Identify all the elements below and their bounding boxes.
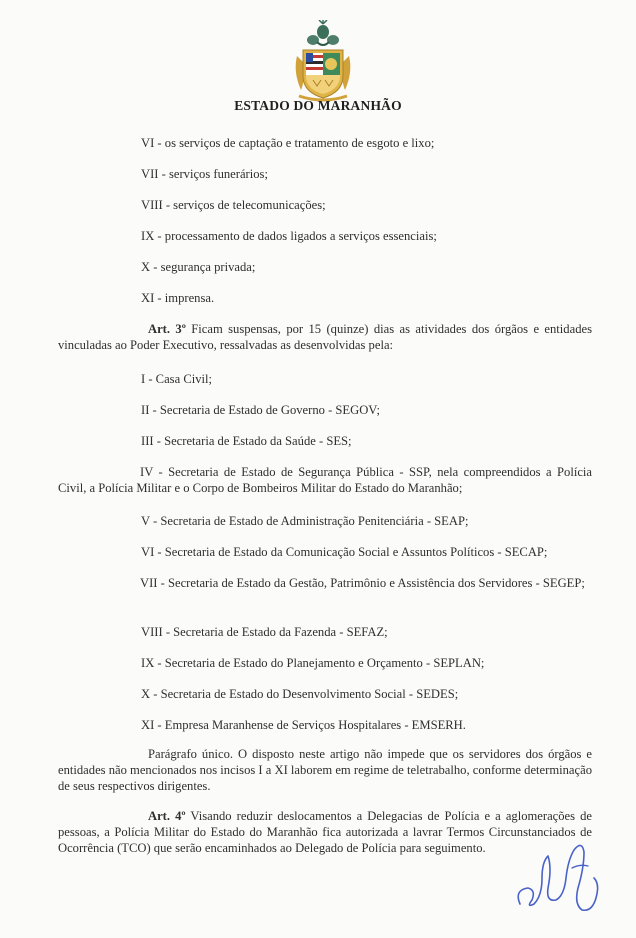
list-item: II - Secretaria de Estado de Governo - SEGOV; — [141, 403, 380, 417]
list-item-text: IV - Secretaria de Estado de Segurança Pública - SSP, nela compreendidos a Polícia Civil, a Polícia Militar e o Corpo de Bombeiros Militar do Estado do Maranhão; — [58, 465, 592, 495]
list-item — [58, 575, 592, 591]
list-item: IX - processamento de dados ligados a serviços essenciais; — [141, 229, 437, 243]
list-item: X - segurança privada; — [141, 260, 256, 274]
signature-icon — [512, 838, 608, 914]
paragrafo-unico — [58, 746, 592, 794]
list-item — [58, 464, 592, 496]
coat-of-arms-icon — [291, 20, 355, 102]
list-item: VII - serviços funerários; — [141, 167, 268, 181]
paragraph-text: Parágrafo único. O disposto neste artigo não impede que os servidores dos órgãos e entidades não mencionados nos incisos I a XI laborem em regime de teletrabalho, conforme determinação de seus respectivos dirigentes. — [58, 747, 592, 793]
list-item-text: VII - Secretaria de Estado da Gestão, Patrimônio e Assistência dos Servidores - SEGEP; — [140, 576, 585, 590]
list-item: III - Secretaria de Estado da Saúde - SES; — [141, 434, 352, 448]
list-item: IX - Secretaria de Estado do Planejamento e Orçamento - SEPLAN; — [141, 656, 485, 670]
list-item: VI - Secretaria de Estado da Comunicação Social e Assuntos Políticos - SECAP; — [141, 545, 548, 559]
article-3 — [58, 321, 592, 353]
list-item: VIII - Secretaria de Estado da Fazenda - SEFAZ; — [141, 625, 388, 639]
article-text: Visando reduzir deslocamentos a Delegacias de Polícia e a aglomerações de pessoas, a Polícia Militar do Estado do Maranhão fica autorizada a lavrar Termos Circunstanciados de Ocorrência (TCO) que serão encaminhados ao Delegado de Polícia para seguimento. — [58, 809, 592, 855]
article-label: Art. 3º — [148, 322, 186, 336]
list-item: VI - os serviços de captação e tratamento de esgoto e lixo; — [141, 136, 435, 150]
list-item: XI - imprensa. — [141, 291, 215, 305]
article-text: Ficam suspensas, por 15 (quinze) dias as atividades dos órgãos e entidades vinculadas ao Poder Executivo, ressalvadas as desenvolvidas pela: — [58, 322, 592, 352]
list-item: I - Casa Civil; — [141, 372, 213, 386]
list-item: VIII - serviços de telecomunicações; — [141, 198, 326, 212]
list-item: XI - Empresa Maranhense de Serviços Hospitalares - EMSERH. — [141, 718, 466, 732]
list-item: V - Secretaria de Estado de Administração Penitenciária - SEAP; — [141, 514, 469, 528]
list-item: X - Secretaria de Estado do Desenvolvimento Social - SEDES; — [141, 687, 459, 701]
article-label: Art. 4º — [148, 809, 186, 823]
state-heading: ESTADO DO MARANHÃO — [234, 98, 402, 113]
